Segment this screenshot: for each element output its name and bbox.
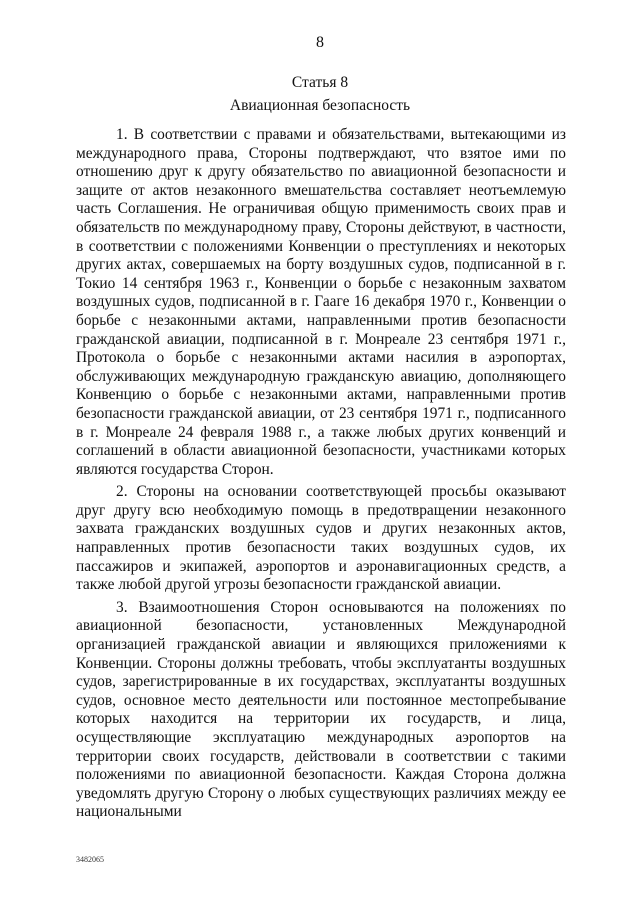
page-number: 8 <box>316 34 324 51</box>
article-body <box>76 126 566 826</box>
paragraph-2: 2. Стороны на основании соответствующей просьбы оказывают друг другу всю необходимую помощь в предотвращении незаконного захвата гражданских воздушных судов и других незаконных актов, направленных против безопасности таких воздушных судов, их пассажиров и экипажей, аэропортов и аэронавигационных средств, а также любой другой угрозы безопасности гражданской авиации. <box>76 483 566 594</box>
document-code: 3482065 <box>76 855 104 864</box>
paragraph-1: 1. В соответствии с правами и обязательствами, вытекающими из международного права, Стороны подтверждают, что взятое ими по отношению друг к другу обязательство по авиационной безопасности и защите от актов незаконного вмешательства составляет неотъемлемую часть Соглашения. Не ограничивая общую применимость своих прав и обязательств по международному праву, Стороны действуют, в частности, в соответствии с положениями Конвенции о преступлениях и некоторых других актах, совершаемых на борту воздушных судов, подписанной в г. Токио 14 сентября 1963 г., Конвенции о борьбе с незаконным захватом воздушных судов, подписанной в г. Гааге 16 декабря 1970 г., Конвенции о борьбе с незаконными актами, направленными против безопасности гражданской авиации, подписанной в г. Монреале 23 сентября 1971 г., Протокола о борьбе с незаконными актами насилия в аэропортах, обслуживающих международную гражданскую авиацию, дополняющего Конвенцию о борьбе с незаконными актами, направленными против безопасности гражданской авиации, от 23 сентября 1971 г., подписанного в г. Монреале 24 февраля 1988 г., а также любых других конвенций и соглашений в области авиационной безопасности, участниками которых являются государства Сторон. <box>76 126 566 478</box>
article-subtitle: Авиационная безопасность <box>229 97 411 114</box>
article-title: Статья 8 <box>291 74 349 91</box>
paragraph-3: 3. Взаимоотношения Сторон основываются на положениях по авиационной безопасности, установленных Международной организацией гражданской авиации и являющихся приложениями к Конвенции. Стороны должны требовать, чтобы эксплуатанты воздушных судов, зарегистрированные в их государствах, эксплуатанты воздушных судов, основное место деятельности или постоянное местопребывание которых находится на территории их государств, и лица, осуществляющие эксплуатацию международных аэропортов на территории своих государств, действовали в соответствии с такими положениями по авиационной безопасности. Каждая Сторона должна уведомлять другую Сторону о любых существующих различиях между ее национальными <box>76 598 566 821</box>
